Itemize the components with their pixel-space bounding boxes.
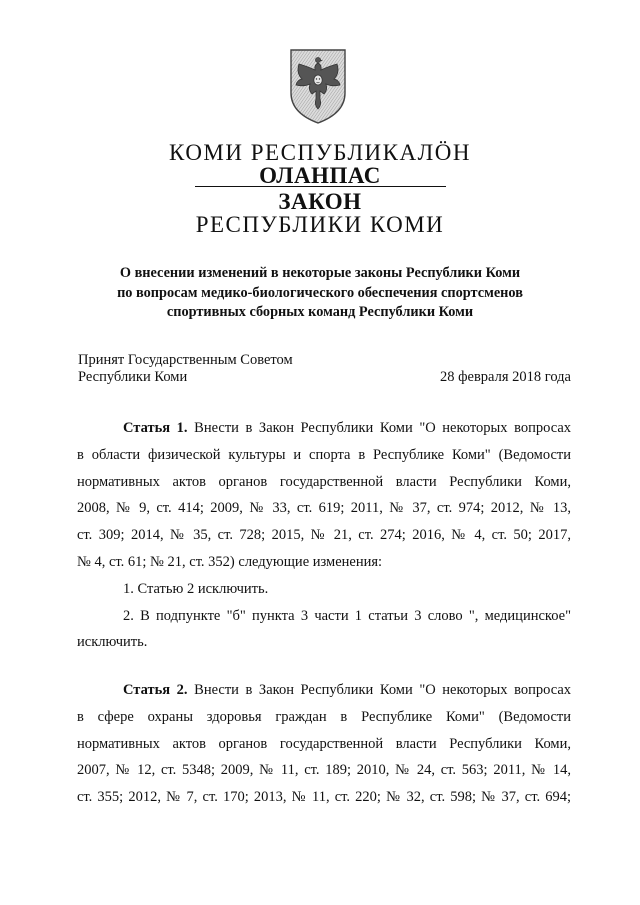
article-2-label: Статья 2. (123, 682, 188, 698)
adoption-block (78, 352, 293, 386)
law-title-line: О внесении изменений в некоторые законы Республики Коми (119, 265, 521, 281)
article-2 (77, 677, 571, 811)
header-divider (195, 186, 446, 187)
article-1-item-tail: исключить. (77, 634, 148, 651)
article-1-line: № 4, ст. 61; № 21, ст. 352) следующие изменения: (77, 553, 383, 570)
adoption-date: 28 февраля 2018 года (439, 369, 571, 385)
header-ru-line2: РЕСПУБЛИКИ КОМИ (195, 212, 445, 237)
article-2-line: ст. 355; 2012, № 7, ст. 170; 2013, № 11, ст. 220; № 32, ст. 598; № 37, ст. 694; (77, 789, 571, 806)
adoption-line: Республики Коми (78, 369, 188, 385)
article-1-line: в области физической культуры и спорта в Республике Коми" (Ведомости (77, 446, 571, 463)
article-1-line: ст. 309; 2014, № 35, ст. 728; 2015, № 21, ст. 274; 2016, № 4, ст. 50; 2017, (77, 527, 571, 544)
article-2-line: 2007, № 12, ст. 5348; 2009, № 11, ст. 189; 2010, № 24, ст. 563; 2011, № 14, (77, 762, 571, 779)
article-1-item: 1. Статью 2 исключить. (123, 580, 269, 597)
article-1-item: 2. В подпункте "б" пункта 3 части 1 статьи 3 слово ", медицинское" (123, 607, 571, 624)
adoption-line: Принят Государственным Советом (78, 352, 293, 368)
law-title-line: по вопросам медико-биологического обеспечения спортсменов (117, 284, 523, 301)
header-ru-line1: ЗАКОН (278, 189, 362, 214)
law-title-line: спортивных сборных команд Республики Коми (166, 304, 474, 320)
header-komi-line2: ОЛАНПАС (259, 163, 381, 188)
article-1-line: нормативных актов органов государственной власти Республики Коми, (77, 473, 571, 490)
article-1-label: Статья 1. (123, 420, 188, 436)
article-1-line: 2008, № 9, ст. 414; 2009, № 33, ст. 619; 2011, № 37, ст. 974; 2012, № 13, (77, 500, 571, 517)
article-2-line: в сфере охраны здоровья граждан в Республике Коми" (Ведомости (77, 708, 571, 725)
komi-coat-of-arms-icon (287, 47, 349, 125)
article-2-line: Статья 2. Внести в Закон Республики Коми "О некоторых вопросах (123, 682, 572, 698)
law-title (60, 264, 580, 323)
article-1 (77, 415, 571, 656)
article-2-line: нормативных актов органов государственной власти Республики Коми, (77, 735, 571, 752)
article-1-line: Статья 1. Внести в Закон Республики Коми "О некоторых вопросах (123, 420, 572, 436)
header-komi-line1: КОМИ РЕСПУБЛИКАЛӦН (169, 140, 471, 165)
